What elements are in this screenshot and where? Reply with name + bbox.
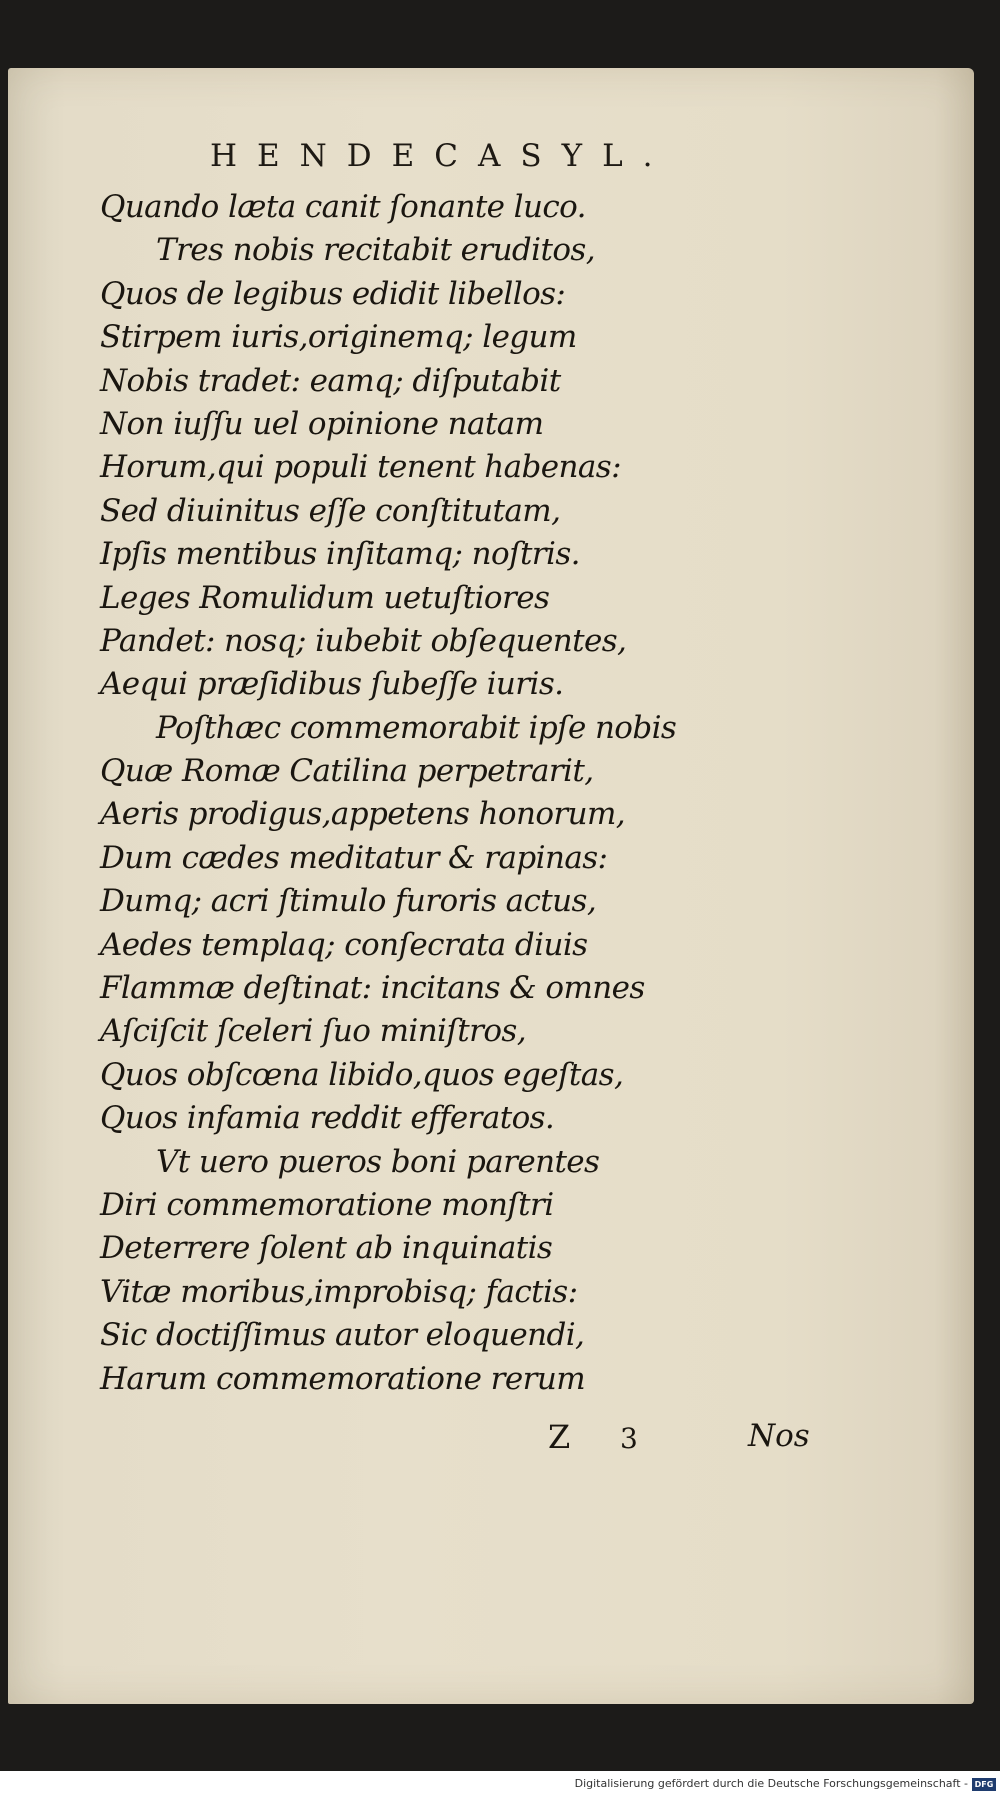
verse-line: Ipſis mentibus inſitamq; noſtris. [100,536,580,573]
verse-line: Non iuſſu uel opinione natam [100,405,544,442]
dfg-logo: DFG [972,1778,996,1791]
verse-line: Quando læta canit ſonante luco. [100,189,586,225]
verse-line: Vt uero pueros boni parentes [156,1143,600,1180]
verse-line: Harum commemoratione rerum [100,1360,586,1397]
verse-line: Pandet: nosq; iubebit obſequentes, [100,622,627,659]
credit-text: Digitalisierung gefördert durch die Deutsche Forschungsgemeinschaft - [574,1777,968,1790]
verse-line: Quos infamia reddit efferatos. [100,1100,555,1137]
verse-line: Diri commemoratione monſtri [100,1186,554,1223]
running-head: HENDECASYL. [210,138,673,174]
verse-line: Vitæ moribus,improbisq; factis: [100,1273,578,1310]
verse-line: Quos obſcœna libido,quos egeſtas, [100,1056,624,1093]
verse-lines [100,186,720,1401]
verse-line: Dum cædes meditatur & rapinas: [100,839,608,876]
verse-line: Deterrere ſolent ab inquinatis [100,1230,553,1267]
verse-line: Horum,qui populi tenent habenas: [100,449,621,486]
verse-line: Dumq; acri ſtimulo furoris actus, [100,883,597,920]
verse-line: Nobis tradet: eamq; diſputabit [100,362,561,399]
verse-line: Aeris prodigus,appetens honorum, [100,796,626,833]
verse-line: Aedes templaq; conſecrata diuis [100,926,588,963]
verse-line: Poſthæc commemorabit ipſe nobis [156,709,677,746]
verse-line: Aequi præſidibus ſubeſſe iuris. [100,666,564,703]
verse-line: Sic doctiſſimus autor eloquendi, [100,1317,585,1354]
signature-letter: Z [548,1418,571,1456]
verse-line: Quos de legibus edidit libellos: [100,275,566,312]
verse-line: Tres nobis recitabit eruditos, [156,232,595,269]
verse-line: Leges Romulidum uetuſtiores [100,579,550,616]
catchword: Nos [748,1418,810,1454]
digitization-credit [0,1774,1000,1794]
signature-number: 3 [620,1422,638,1455]
verse-line: Aſciſcit ſceleri ſuo miniſtros, [100,1013,526,1050]
verse-line: Flammæ deſtinat: incitans & omnes [100,970,645,1007]
verse-line: Sed diuinitus eſſe conſtitutam, [100,492,561,529]
verse-line: Stirpem iuris,originemq; legum [100,319,577,356]
verse-line: Quæ Romæ Catilina perpetrarit, [100,753,594,790]
